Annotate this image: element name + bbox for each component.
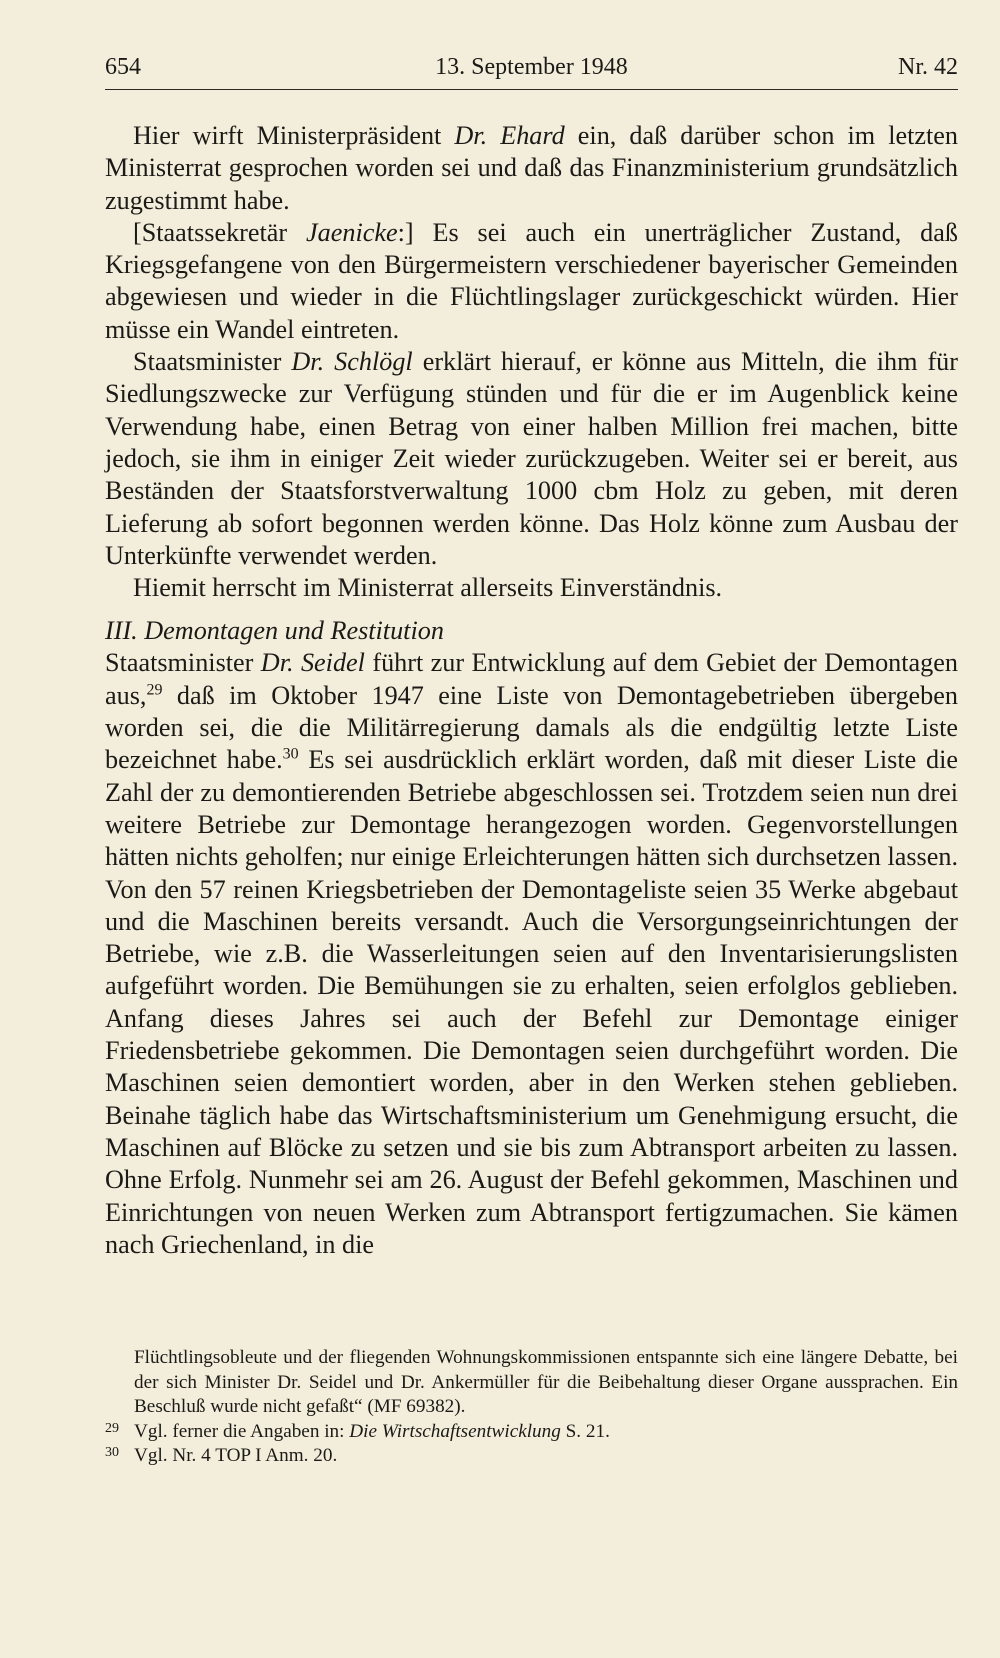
page-number: 654 xyxy=(105,54,141,80)
footnote-29 xyxy=(105,1420,958,1445)
header-rule xyxy=(105,89,958,90)
main-text xyxy=(105,120,958,1261)
header-date: 13. September 1948 xyxy=(435,54,628,80)
paragraph-ehard xyxy=(105,120,958,217)
footnote-text: Vgl. Nr. 4 TOP I Anm. 20. xyxy=(134,1445,338,1466)
paragraph-text: ein, daß darüber schon im letzten Ministerrat gesprochen worden sei und daß das Finanzministerium grundsätzlich zugestimmt habe. xyxy=(105,121,959,215)
paragraph-text: Staatsminister xyxy=(105,648,261,678)
paragraph-seidel xyxy=(105,647,958,1261)
footnote-30 xyxy=(105,1444,958,1469)
paragraph-schloegl xyxy=(105,346,958,572)
footnote-number: 30 xyxy=(105,1445,119,1460)
footnote-title: Die Wirtschaftsentwicklung xyxy=(349,1420,561,1442)
paragraph-jaenicke xyxy=(105,217,958,346)
speaker-name: Dr. Seidel xyxy=(260,648,365,678)
paragraph-text: :] Es sei auch ein unerträglicher Zustand, daß Kriegsgefangene von den Bürgermeistern verschiedener bayerischer Gemeinden abgewiesen und wieder in die Flüchtlingslager zurückgeschickt würden. Hier müsse ein Wandel eintreten. xyxy=(105,217,958,344)
paragraph-text: daß im Oktober 1947 eine Liste von Demontagebetrieben übergeben worden sei, die die Militärregierung damals als die endgültig letzte Liste bezeichnet habe. xyxy=(105,680,958,775)
speaker-name: Dr. Schlögl xyxy=(291,347,413,377)
paragraph-text: Es sei ausdrücklich erklärt worden, daß mit dieser Liste die Zahl der zu demontierenden Betriebe abgeschlossen sei. Trotzdem seien nun drei weitere Betriebe zur Demontage herangezogen worden. Gegenvorstellungen hätten nichts geholfen; nur einige Erleichterungen hätten sich durchsetzen lassen. Von den 57 reinen Kriegsbetrieben der Demontageliste seien 35 Werke abgebaut und die Maschinen bereits versandt. Auch die Versorgungseinrichtungen der Betriebe, wie z.B. die Wasserleitungen seien auf den Inventarisierungslisten aufgeführt worden. Die Bemühungen sie zu erhalten, seien erfolglos geblieben. Anfang dieses Jahres sei auch der Befehl zur Demontage einiger Friedensbetriebe gekommen. Die Demontagen seien durchgeführt worden. Die Maschinen seien demontiert worden, aber in den Werken stehen geblieben. Beinahe täglich habe das Wirtschaftsministerium um Genehmigung ersucht, die Maschinen auf Blöcke zu setzen und sie bis zum Abtransport arbeiten zu lassen. Ohne Erfolg. Nunmehr sei am 26. August der Befehl gekommen, Maschinen und Einrichtungen von neuen Werken zum Abtransport fertigzumachen. Sie kämen nach Griechenland, in die xyxy=(105,745,958,1259)
footnote-number: 29 xyxy=(105,1420,119,1436)
section-heading: III. Demontagen und Restitution xyxy=(105,616,444,646)
footnote-continuation: Flüchtlingsobleute und der fliegenden Wohnungskommissionen entspannte sich eine längere Debatte, bei der sich Minister Dr. Seidel und Dr. Ankermüller für die Beibehaltung dieser Organe aussprachen. Ein Beschluß wurde nicht gefaßt“ (MF 69382). xyxy=(134,1347,958,1417)
footnote-ref-30[interactable]: 30 xyxy=(282,745,299,763)
paragraph-agreement: Hiemit herrscht im Ministerrat allerseits Einverständnis. xyxy=(133,573,723,603)
running-header xyxy=(105,54,958,90)
footnote-text: S. 21. xyxy=(560,1420,610,1442)
paragraph-text: Staatsminister xyxy=(133,347,292,377)
footnote-text: Vgl. ferner die Angaben in: xyxy=(134,1420,350,1442)
paragraph-text: Hier wirft Ministerpräsident xyxy=(133,121,455,150)
paragraph-text: erklärt hierauf, er könne aus Mitteln, die ihm für Siedlungszwecke zur Verfügung stünden und für die er im Augenblick keine Verwendung habe, einen Betrag von einer halben Million frei machen, bitte jedoch, sie ihm in einiger Zeit wieder zurückzugeben. Weiter sei er bereit, aus Beständen der Staatsforstverwaltung 1000 cbm Holz zu geben, mit deren Lieferung ab sofort begonnen werden könne. Das Holz könne zum Ausbau der Unterkünfte verwendet werden. xyxy=(105,347,958,570)
speaker-name: Jaenicke xyxy=(306,217,398,247)
footnotes xyxy=(105,1346,958,1469)
paragraph-text: [Staatssekretär xyxy=(133,217,307,247)
document-number: Nr. 42 xyxy=(898,54,958,80)
footnote-ref-29[interactable]: 29 xyxy=(146,681,163,699)
speaker-name: Dr. Ehard xyxy=(454,121,565,150)
paragraph-text: führt zur Entwicklung auf dem Gebiet der Demontagen aus, xyxy=(105,648,958,710)
